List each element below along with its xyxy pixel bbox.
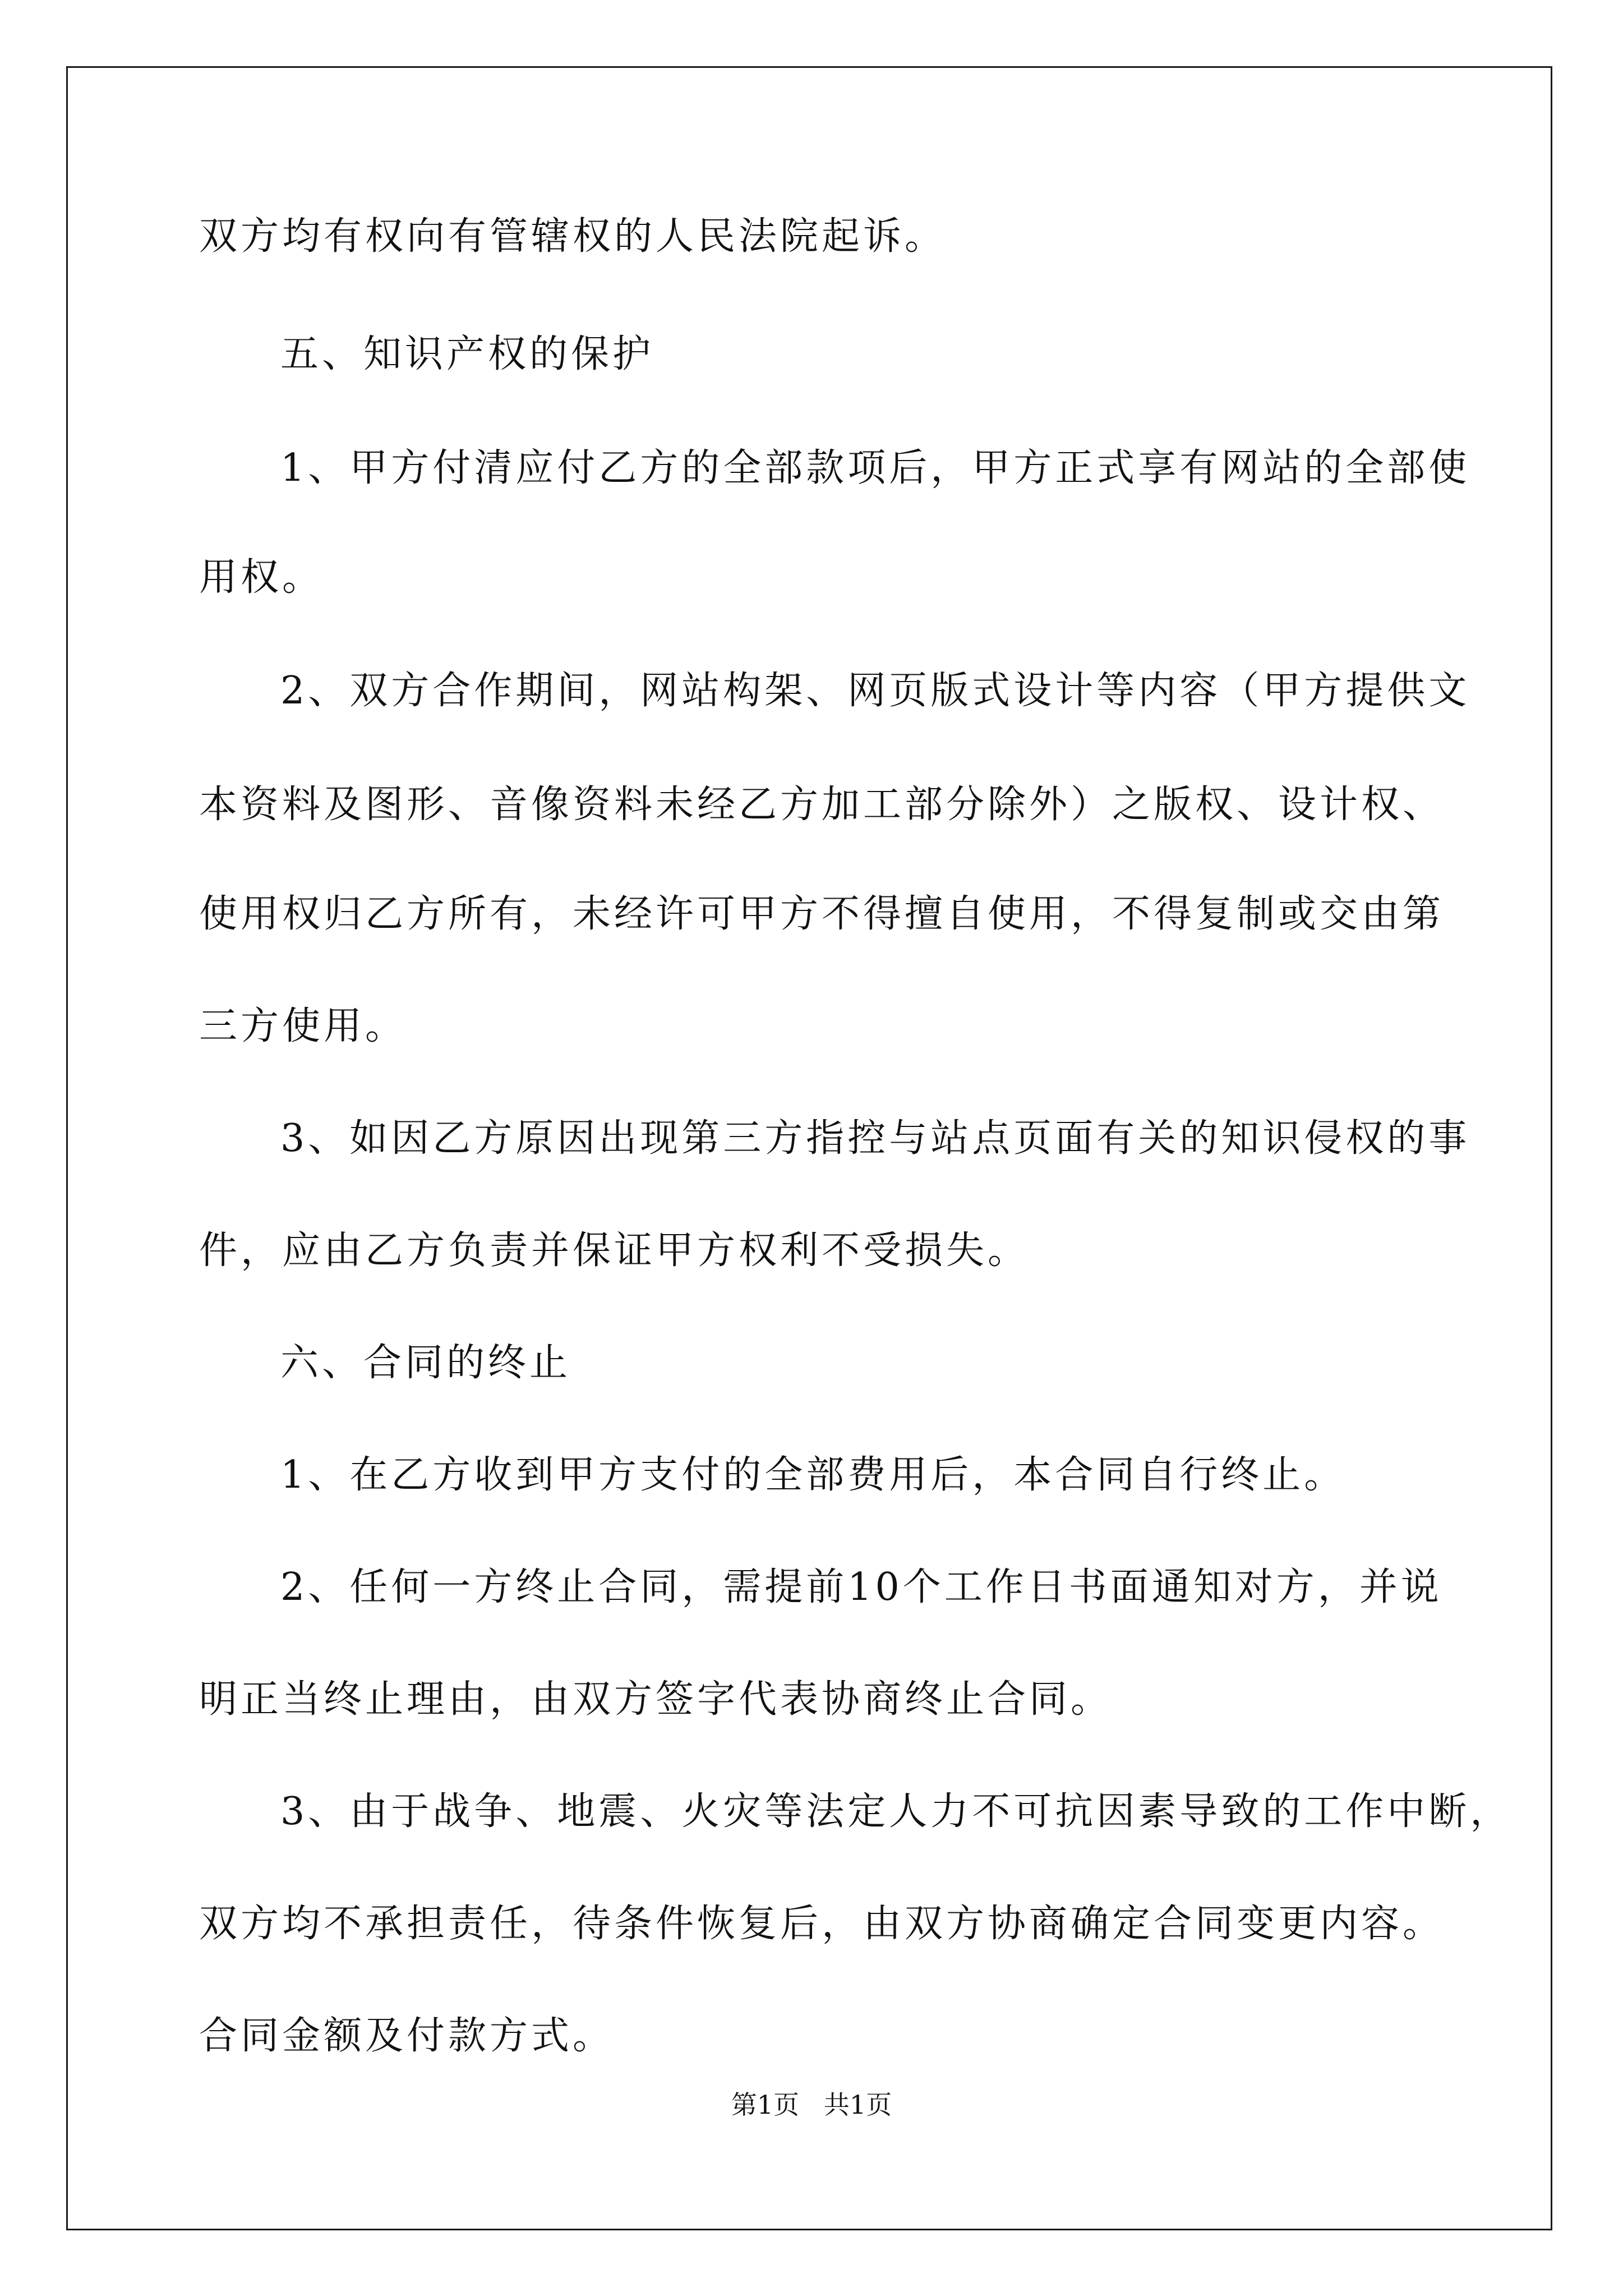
text-line: 使用权归乙方所有，未经许可甲方不得擅自使用，不得复制或交由第 [199,892,1445,936]
text-line: 2、任何一方终止合同，需提前10个工作日书面通知对方，并说 [280,1565,1442,1609]
text-line: 3、如因乙方原因出现第三方指控与站点页面有关的知识侵权的事 [280,1116,1470,1161]
page-number: 第1页 共1页 [731,2090,892,2120]
text-line: 1、在乙方收到甲方支付的全部费用后，本合同自行终止。 [280,1453,1346,1497]
text-line: 3、由于战争、地震、火灾等法定人力不可抗因素导致的工作中断， [280,1789,1512,1834]
text-line: 件，应由乙方负责并保证甲方权利不受损失。 [199,1228,1030,1273]
text-line: 双方均不承担责任，待条件恢复后，由双方协商确定合同变更内容。 [199,1902,1445,1946]
text-line: 本资料及图形、音像资料未经乙方加工部分除外）之版权、设计权、 [199,783,1445,827]
text-line: 用权。 [199,555,324,600]
text-line: 合同金额及付款方式。 [199,2014,615,2058]
text-line: 双方均有权向有管辖权的人民法院起诉。 [199,214,947,259]
section-heading-ip: 五、知识产权的保护 [280,332,654,376]
text-line: 2、双方合作期间，网站构架、网页版式设计等内容（甲方提供文 [280,669,1470,713]
text-line: 1、甲方付清应付乙方的全部款项后，甲方正式享有网站的全部使 [280,446,1470,490]
section-heading-termination: 六、合同的终止 [280,1341,571,1385]
text-line: 三方使用。 [199,1004,407,1048]
text-line: 明正当终止理由，由双方签字代表协商终止合同。 [199,1677,1113,1722]
